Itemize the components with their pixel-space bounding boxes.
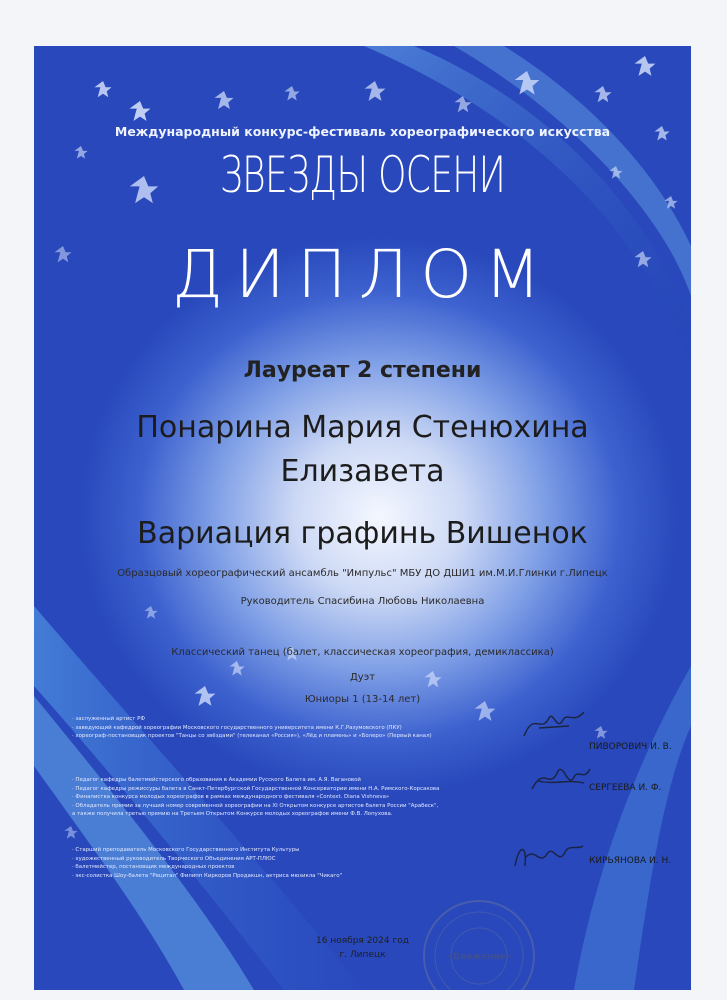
- jury-2-name: СЕРГЕЕВА И. Ф.: [589, 783, 662, 793]
- stamp-text: «Движение»: [446, 952, 512, 962]
- issue-date: 16 ноября 2024 год: [316, 936, 409, 946]
- jury-1-line: · хореограф-постановщик проектов "Танцы со звёздами" (телеканал «Россия»), «Лёд и пламень» и «Болеро» (Первый канал): [72, 733, 432, 740]
- jury-2-line: а также получила третью премию на Третьем Открытом Конкурсе молодых хореографов имени Ф.В. Лопухова.: [72, 811, 393, 818]
- festival-name: ЗВЕЗДЫ ОСЕНИ: [219, 146, 506, 204]
- jury-3-name: КИРЬЯНОВА И. Н.: [589, 856, 672, 866]
- issue-city: г. Липецк: [339, 950, 386, 960]
- jury-member-3-credentials: [72, 846, 512, 880]
- organization-stamp: [419, 896, 539, 990]
- jury-1-name: ПИВОРОВИЧ И. В.: [589, 742, 672, 752]
- jury-1-line: · заведующий кафедрой хореографии Московского государственного университета имени К.Г.Разумовского (ПКУ): [72, 724, 402, 731]
- leader-name: Руководитель Спасибина Любовь Николаевна: [240, 596, 485, 607]
- signature-3: [509, 836, 589, 876]
- jury-1-line: · заслуженный артист РФ: [72, 716, 145, 722]
- signature-1: [519, 706, 589, 742]
- jury-member-2-credentials: [72, 776, 512, 819]
- participants-line-2: Елизавета: [280, 454, 445, 489]
- jury-member-1-credentials: [72, 715, 512, 741]
- dance-genre: Классический танец (балет, классическая хореография, демиклассика): [171, 647, 554, 658]
- performance-title: Вариация графинь Вишенок: [137, 516, 588, 551]
- signature-2: [524, 761, 594, 797]
- jury-2-line: · Педагог кафедры балетмейстерского образования в Академии Русского Балета им. А.Я. Вагановой: [72, 777, 361, 783]
- jury-2-line: · Педагог кафедры режиссуры балета в Санкт-Петербургской Государственной Консерватории имени Н.А. Римского-Корсакова: [72, 785, 440, 792]
- diploma-sheet: [34, 46, 691, 990]
- jury-2-line: · Обладатель премии за лучший номер современной хореографии на XI Открытом конкурсе артистов балета России "Арабеск",: [72, 802, 439, 809]
- ensemble-name: Образцовый хореографический ансамбль "Импульс" МБУ ДО ДШИ1 им.М.И.Глинки г.Липецк: [117, 568, 608, 579]
- laureate-degree: Лауреат 2 степени: [243, 358, 482, 383]
- jury-3-line: · экс-солистка Шоу-балета "Рецитал" Филипп Киркоров Продакшн, актриса мюзикла "Чикаго": [72, 872, 343, 879]
- jury-3-line: · художественный руководитель Творческого Объединения АРТ-ПЛЮС: [72, 855, 276, 862]
- jury-3-line: · балетмейстер, постановщик международных проектов: [72, 864, 235, 871]
- document-title: ДИПЛОМ: [171, 236, 554, 313]
- performance-format: Дуэт: [349, 672, 376, 683]
- jury-2-line: · Финалистка конкурса молодых хореографов в рамках международного фестиваля «Context. Diana Vishneva»: [72, 794, 390, 801]
- festival-subtitle: Международный конкурс-фестиваль хореографического искусства: [114, 124, 611, 139]
- age-group: Юниоры 1 (13-14 лет): [304, 694, 421, 705]
- jury-3-line: · Старший преподаватель Московского Государственного Института Культуры: [72, 847, 300, 853]
- participants-line-1: Понарина Мария Стенюхина: [136, 410, 589, 445]
- participants: [34, 406, 691, 494]
